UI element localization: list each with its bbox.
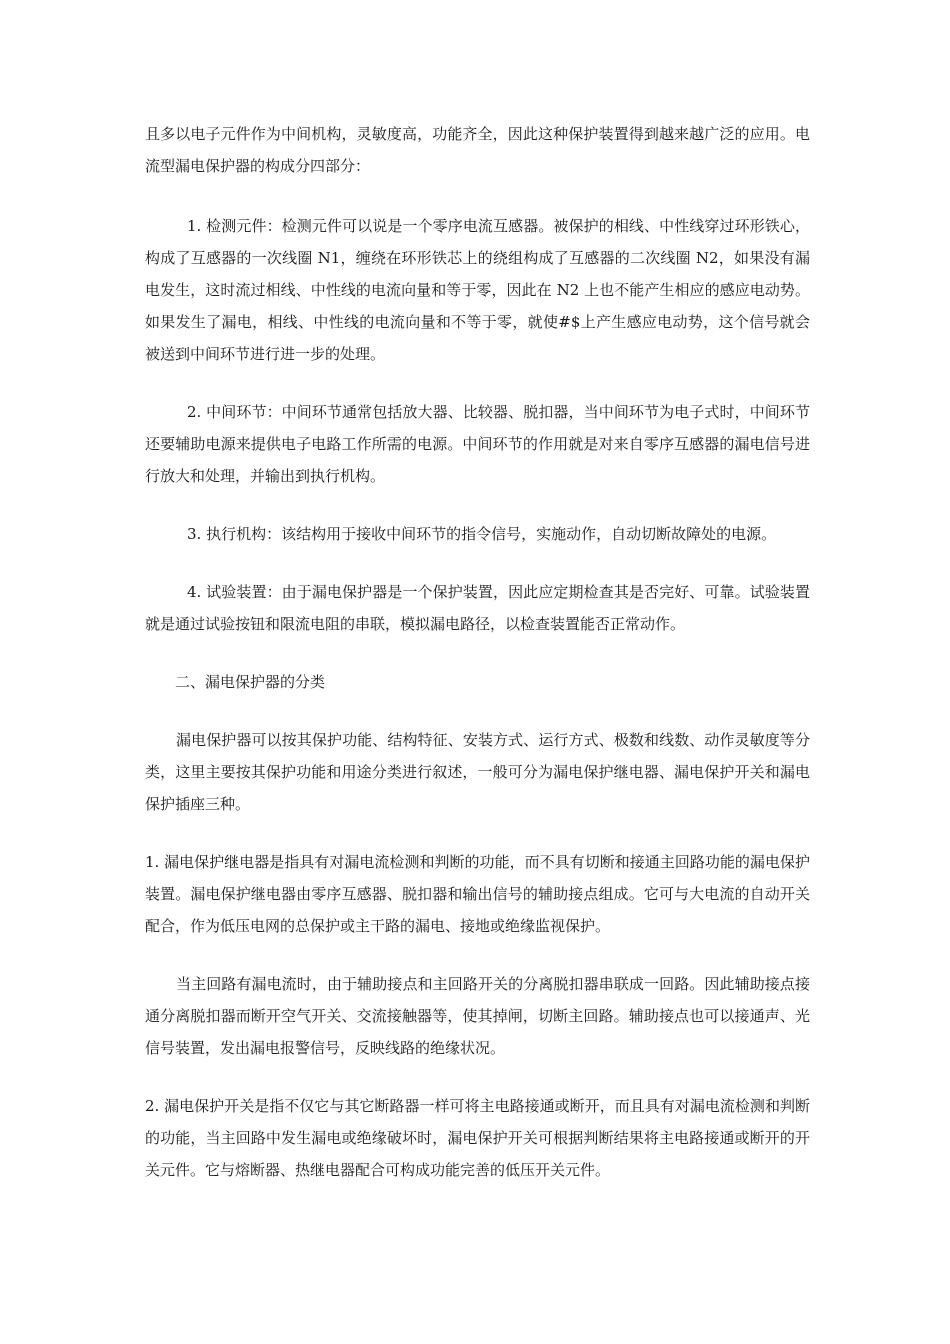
paragraph-classification: 漏电保护器可以按其保护功能、结构特征、安装方式、运行方式、极数和线数、动作灵敏度等分类，这里主要按其保护功能和用途分类进行叙述，一般可分为漏电保护继电器、漏电保护开关和漏电保护插座三种。 bbox=[145, 731, 810, 813]
document-body bbox=[145, 118, 810, 1212]
section-heading-classification: 二、漏电保护器的分类 bbox=[175, 673, 326, 691]
paragraph-intermediate-stage: 2. 中间环节：中间环节通常包括放大器、比较器、脱扣器，当中间环节为电子式时，中间环节还要辅助电源来提供电子电路工作所需的电源。中间环节的作用就是对来自零序互感器的漏电信号进行放大和处理，并输出到执行机构。 bbox=[145, 403, 810, 485]
paragraph-detection-element: 1. 检测元件：检测元件可以说是一个零序电流互感器。被保护的相线、中性线穿过环形铁心，构成了互感器的一次线圈 N1，缠绕在环形铁芯上的绕组构成了互感器的二次线圈 N2，如果没有漏电发生，这时流过相线、中性线的电流向量和等于零，因此在 N2 上也不能产生相应的感应电动势。如果发生了漏电，相线、中性线的电流向量和不等于零，就使#$上产生感应电动势，这个信号就会被送到中间环节进行进一步的处理。 bbox=[145, 217, 810, 363]
paragraph-main-circuit: 当主回路有漏电流时，由于辅助接点和主回路开关的分离脱扣器串联成一回路。因此辅助接点接通分离脱扣器而断开空气开关、交流接触器等，使其掉闸，切断主回路。辅助接点也可以接通声、光信号装置，发出漏电报警信号，反映线路的绝缘状况。 bbox=[145, 975, 810, 1057]
paragraph-leakage-switch: 2. 漏电保护开关是指不仅它与其它断路器一样可将主电路接通或断开，而且具有对漏电流检测和判断的功能，当主回路中发生漏电或绝缘破坏时，漏电保护开关可根据判断结果将主电路接通或断开的开关元件。它与熔断器、热继电器配合可构成功能完善的低压开关元件。 bbox=[145, 1097, 810, 1179]
paragraph-actuator: 3. 执行机构：该结构用于接收中间环节的指令信号，实施动作，自动切断故障处的电源。 bbox=[187, 525, 777, 543]
paragraph-leakage-relay: 1. 漏电保护继电器是指具有对漏电流检测和判断的功能，而不具有切断和接通主回路功能的漏电保护装置。漏电保护继电器由零序互感器、脱扣器和输出信号的辅助接点组成。它可与大电流的自动开关配合，作为低压电网的总保护或主干路的漏电、接地或绝缘监视保护。 bbox=[145, 853, 810, 935]
paragraph-test-device: 4. 试验装置：由于漏电保护器是一个保护装置，因此应定期检查其是否完好、可靠。试验装置就是通过试验按钮和限流电阻的串联，模拟漏电路径，以检查装置能否正常动作。 bbox=[145, 583, 810, 633]
paragraph-intro: 且多以电子元件作为中间机构，灵敏度高，功能齐全，因此这种保护装置得到越来越广泛的应用。电流型漏电保护器的构成分四部分： bbox=[145, 125, 810, 175]
